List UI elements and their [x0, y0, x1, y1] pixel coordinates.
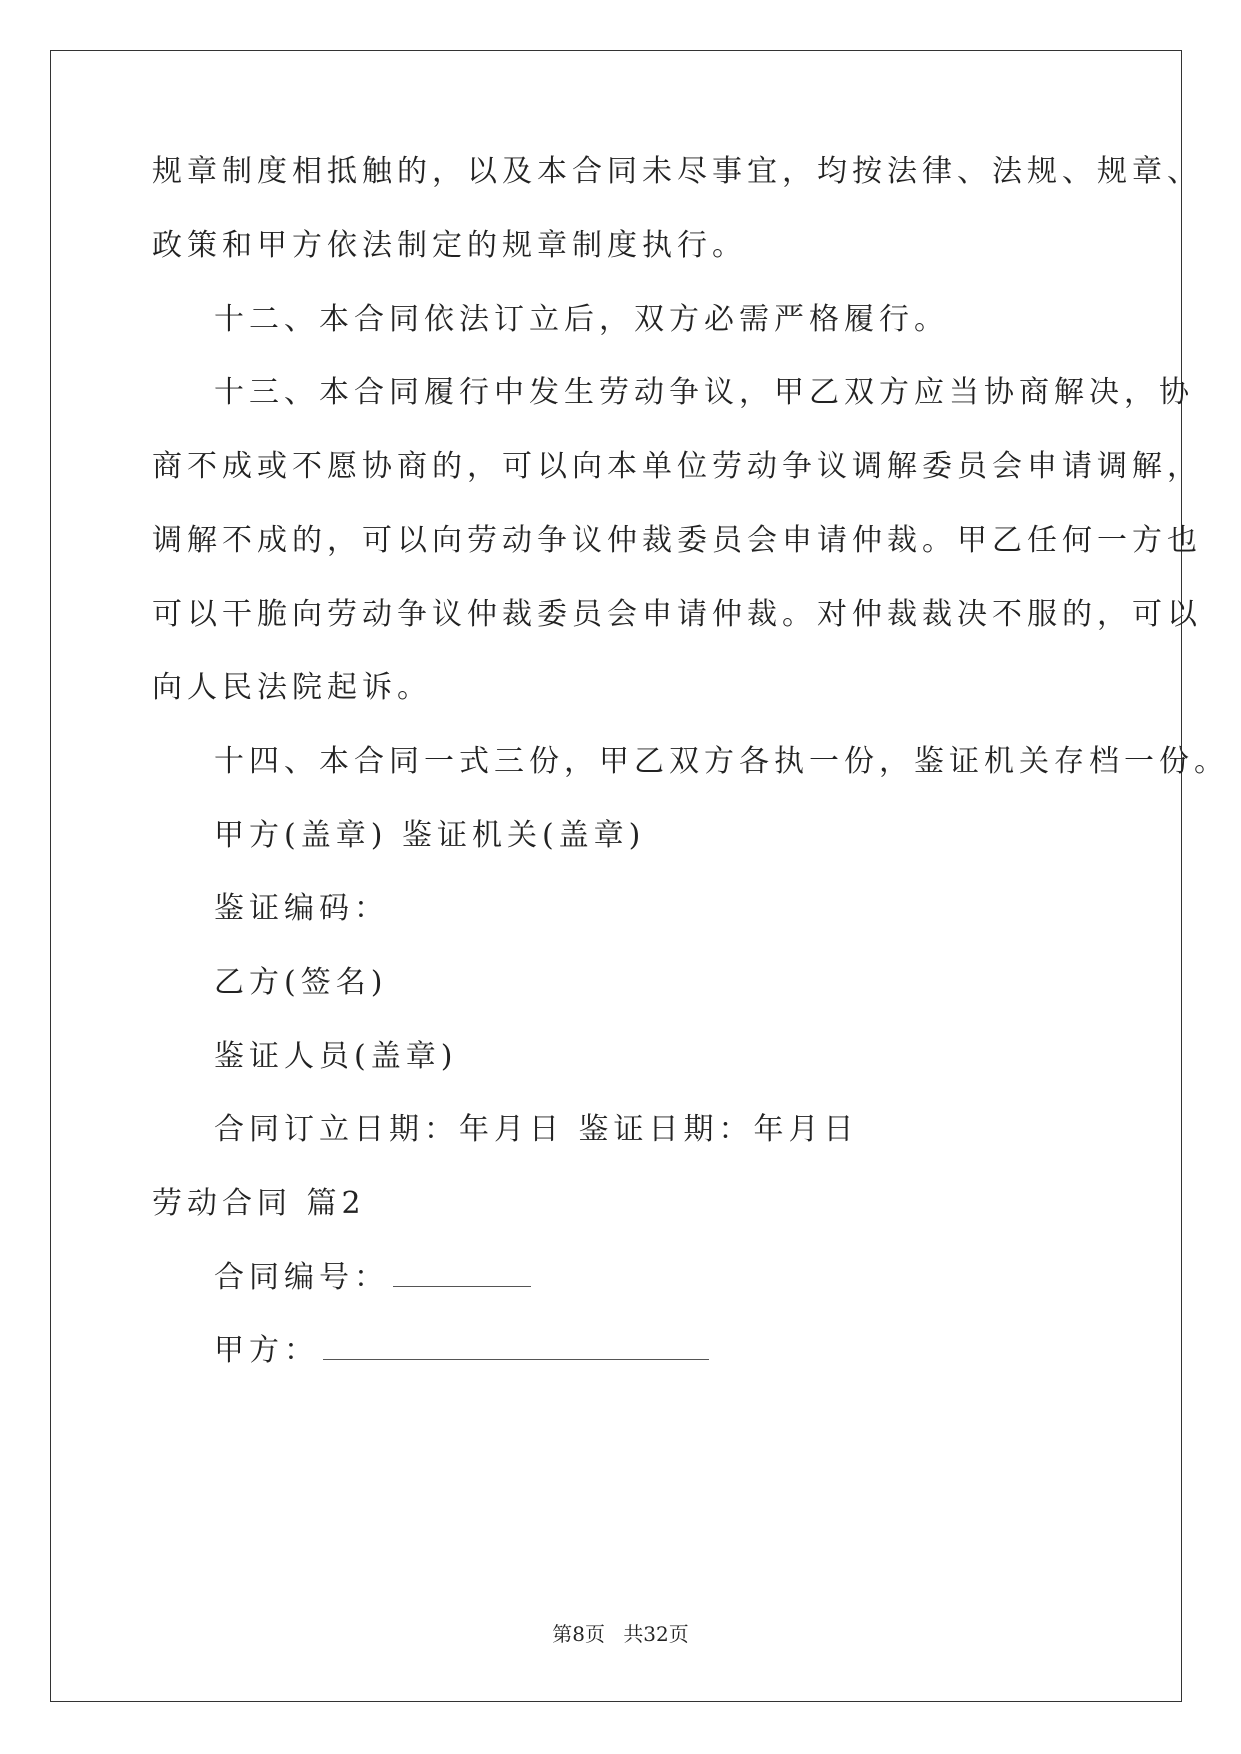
clause-13-line-3: 调解不成的，可以向劳动争议仲裁委员会申请仲裁。甲乙任何一方也: [152, 523, 1202, 558]
party-a-row: [214, 1331, 709, 1371]
clause-13-line-1: 十三、本合同履行中发生劳动争议，甲乙双方应当协商解决，协: [214, 375, 1194, 410]
party-a-blank: [323, 1331, 709, 1360]
verifier-seal: 鉴证人员(盖章): [214, 1039, 458, 1074]
contract-number-blank: [393, 1258, 531, 1287]
clause-13-line-2: 商不成或不愿协商的，可以向本单位劳动争议调解委员会申请调解，: [152, 449, 1202, 484]
contract-dates: 合同订立日期：年月日 鉴证日期：年月日: [214, 1112, 859, 1147]
clause-14: 十四、本合同一式三份，甲乙双方各执一份，鉴证机关存档一份。: [214, 744, 1229, 779]
page-border: [50, 50, 1182, 1702]
page-footer: [0, 1618, 1241, 1647]
clause-13-line-5: 向人民法院起诉。: [152, 670, 432, 705]
signature-party-b: 乙方(签名): [214, 965, 388, 1000]
clause-13-line-4: 可以干脆向劳动争议仲裁委员会申请仲裁。对仲裁裁决不服的，可以: [152, 597, 1202, 632]
page-number: 第8页: [552, 1622, 605, 1646]
contract-number-row: [214, 1258, 531, 1298]
contract-number-label: 合同编号：: [214, 1260, 389, 1295]
party-a-label: 甲方：: [214, 1333, 319, 1368]
paragraph-line-2: 政策和甲方依法制定的规章制度执行。: [152, 228, 747, 263]
verification-code-label: 鉴证编码：: [214, 891, 389, 926]
clause-12: 十二、本合同依法订立后，双方必需严格履行。: [214, 302, 949, 337]
signature-party-a: 甲方(盖章) 鉴证机关(盖章): [214, 818, 646, 853]
page-total: 共32页: [623, 1622, 689, 1646]
section-heading: 劳动合同 篇2: [152, 1186, 366, 1221]
paragraph-line-1: 规章制度相抵触的，以及本合同未尽事宜，均按法律、法规、规章、: [152, 154, 1202, 189]
